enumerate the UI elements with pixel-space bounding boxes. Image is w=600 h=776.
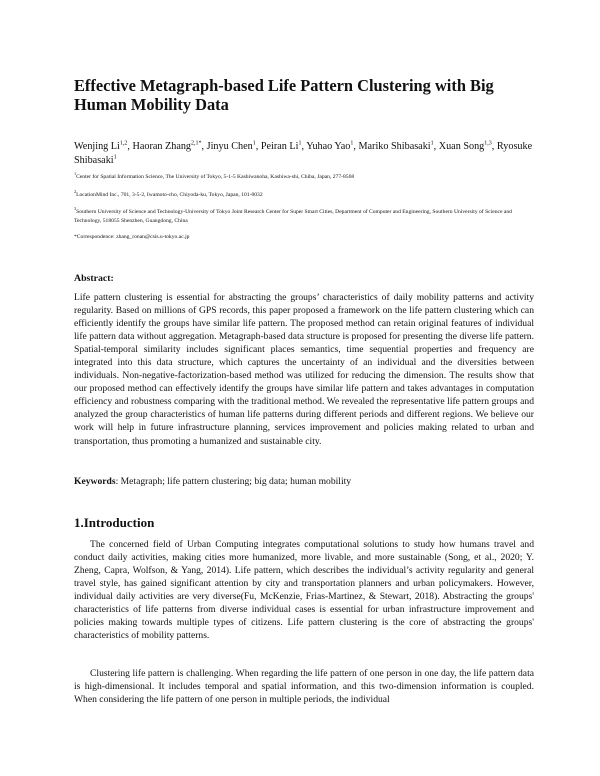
- abstract-text: Life pattern clustering is essential for abstracting the groups’ characteristics of daily mobility patterns and activity regularity. Based on millions of GPS records, this paper proposed a framework on the life pattern clustering which can efficiently identify the groups have similar life pattern. The proposed method can retain original features of individual life pattern data without aggregation. Metagraph-based data structure is proposed for presenting the diverse life pattern. Spatial-temporal similarity includes significant places semantics, time sequential properties and frequency are integrated into this data structure, which captures the uncertainty of an individual and the diversities between individuals. Non-negative-factorization-based method was utilized for reducing the dimension. The results show that our proposed method can effectively identify the groups have similar life pattern and takes advantages in computation efficiency and robustness comparing with the traditional method. We revealed the representative life pattern groups and analyzed the group characteristics of human life patterns during different periods and different regions. We believe our work will help in future infrastructure planning, services improvement and policies making related to urban and transportation, thus promoting a humanized and sustainable city.: [74, 292, 534, 447]
- author-affiliation-mark: 1,3: [484, 140, 492, 147]
- author-affiliation-mark: 1: [298, 140, 302, 147]
- author-name: Wenjing Li: [74, 141, 120, 152]
- affiliation: [74, 191, 534, 200]
- affiliation-mark: 3: [74, 206, 77, 212]
- author-name: Ryosuke Shibasaki: [74, 141, 533, 166]
- affiliation-text: LocationMind Inc., 701, 3-5-2, Iwamoto-cho, Chiyoda-ku, Tokyo, Japan, 101-0032: [76, 192, 263, 198]
- author-affiliation-mark: 1: [113, 154, 117, 161]
- author-name: Xuan Song: [438, 141, 485, 152]
- affiliation-text: Southern University of Science and Technology-University of Tokyo Joint Research Center for Super Smart Cities, Department of Computer and Engineering, Southern University of Science and Technology, 518055 Shenzhen, Guangdong, China: [74, 209, 512, 224]
- paper-title: Effective Metagraph-based Life Pattern Clustering with Big Human Mobility Data: [74, 76, 494, 114]
- introduction-paragraph: Clustering life pattern is challenging. When regarding the life pattern of one person in one day, the life pattern data is high-dimensional. It includes temporal and spatial information, and this two-dimension information is coupled. When considering the life pattern of one person in multiple periods, the individual: [74, 668, 534, 706]
- author-name: Yuhao Yao: [306, 141, 351, 152]
- keywords-text: : Metagraph; life pattern clustering; big data; human mobility: [115, 476, 352, 487]
- author-affiliation-mark: 1: [252, 140, 256, 147]
- keywords: [74, 475, 534, 488]
- correspondence-email: *Correspondence: zhang_ronan@csis.u-tokyo.ac.jp: [74, 234, 190, 240]
- affiliation-text: Center for Spatial Information Science, The University of Tokyo, 5-1-5 Kashiwanoha, Kashiwa-shi, Chiba, Japan, 277-8568: [76, 174, 355, 180]
- author-name: Haoran Zhang: [132, 141, 192, 152]
- author-name: Peiran Li: [260, 141, 299, 152]
- author-affiliation-mark: 2,1*: [191, 140, 202, 147]
- author-list: Wenjing Li$^{1,2}$, Haoran Zhang$^{2,1*}$, Jinyu Chen$^1$, Peiran Li$^1$, Yuhao Yao$^1$, Mariko Shibasaki$^1$, Xuan Song$^{1,3}$, Ryosuke Shibasaki$^1$: [74, 140, 533, 166]
- section-heading-introduction: 1.Introduction: [74, 515, 155, 530]
- affiliation-mark: 1: [74, 171, 77, 177]
- affiliation: [74, 208, 534, 225]
- keywords-label: Keywords: [74, 476, 116, 487]
- affiliation-mark: 2: [74, 189, 77, 195]
- author-affiliation-mark: 1: [430, 140, 434, 147]
- abstract-heading: Abstract:: [74, 273, 114, 284]
- introduction-paragraph: The concerned field of Urban Computing integrates computational solutions to study how humans travel and conduct daily activities, making cities more humanized, more livable, and more sustainable (Song, et al., 2020; Y. Zheng, Capra, Wolfson, & Yang, 2014). Life pattern, which describes the individual’s activity regularity and general travel style, has gained significant attention by city and transportation planners and urban policymakers. However, individual daily activities are very diverse(Fu, McKenzie, Frias-Martinez, & Stewart, 2018). Abstracting the groups' characteristics of life patterns from diverse individual cases is essential for urban infrastructure improvement and policies making towards multiple types of citizens. Life pattern clustering is the core of abstracting the groups' characteristics of mobility patterns.: [74, 539, 534, 642]
- author-affiliation-mark: 1,2: [119, 140, 128, 147]
- author-name: Mariko Shibasaki: [358, 141, 431, 152]
- affiliation: [74, 173, 534, 182]
- author-name: Jinyu Chen: [206, 141, 253, 152]
- author-affiliation-mark: 1: [350, 140, 354, 147]
